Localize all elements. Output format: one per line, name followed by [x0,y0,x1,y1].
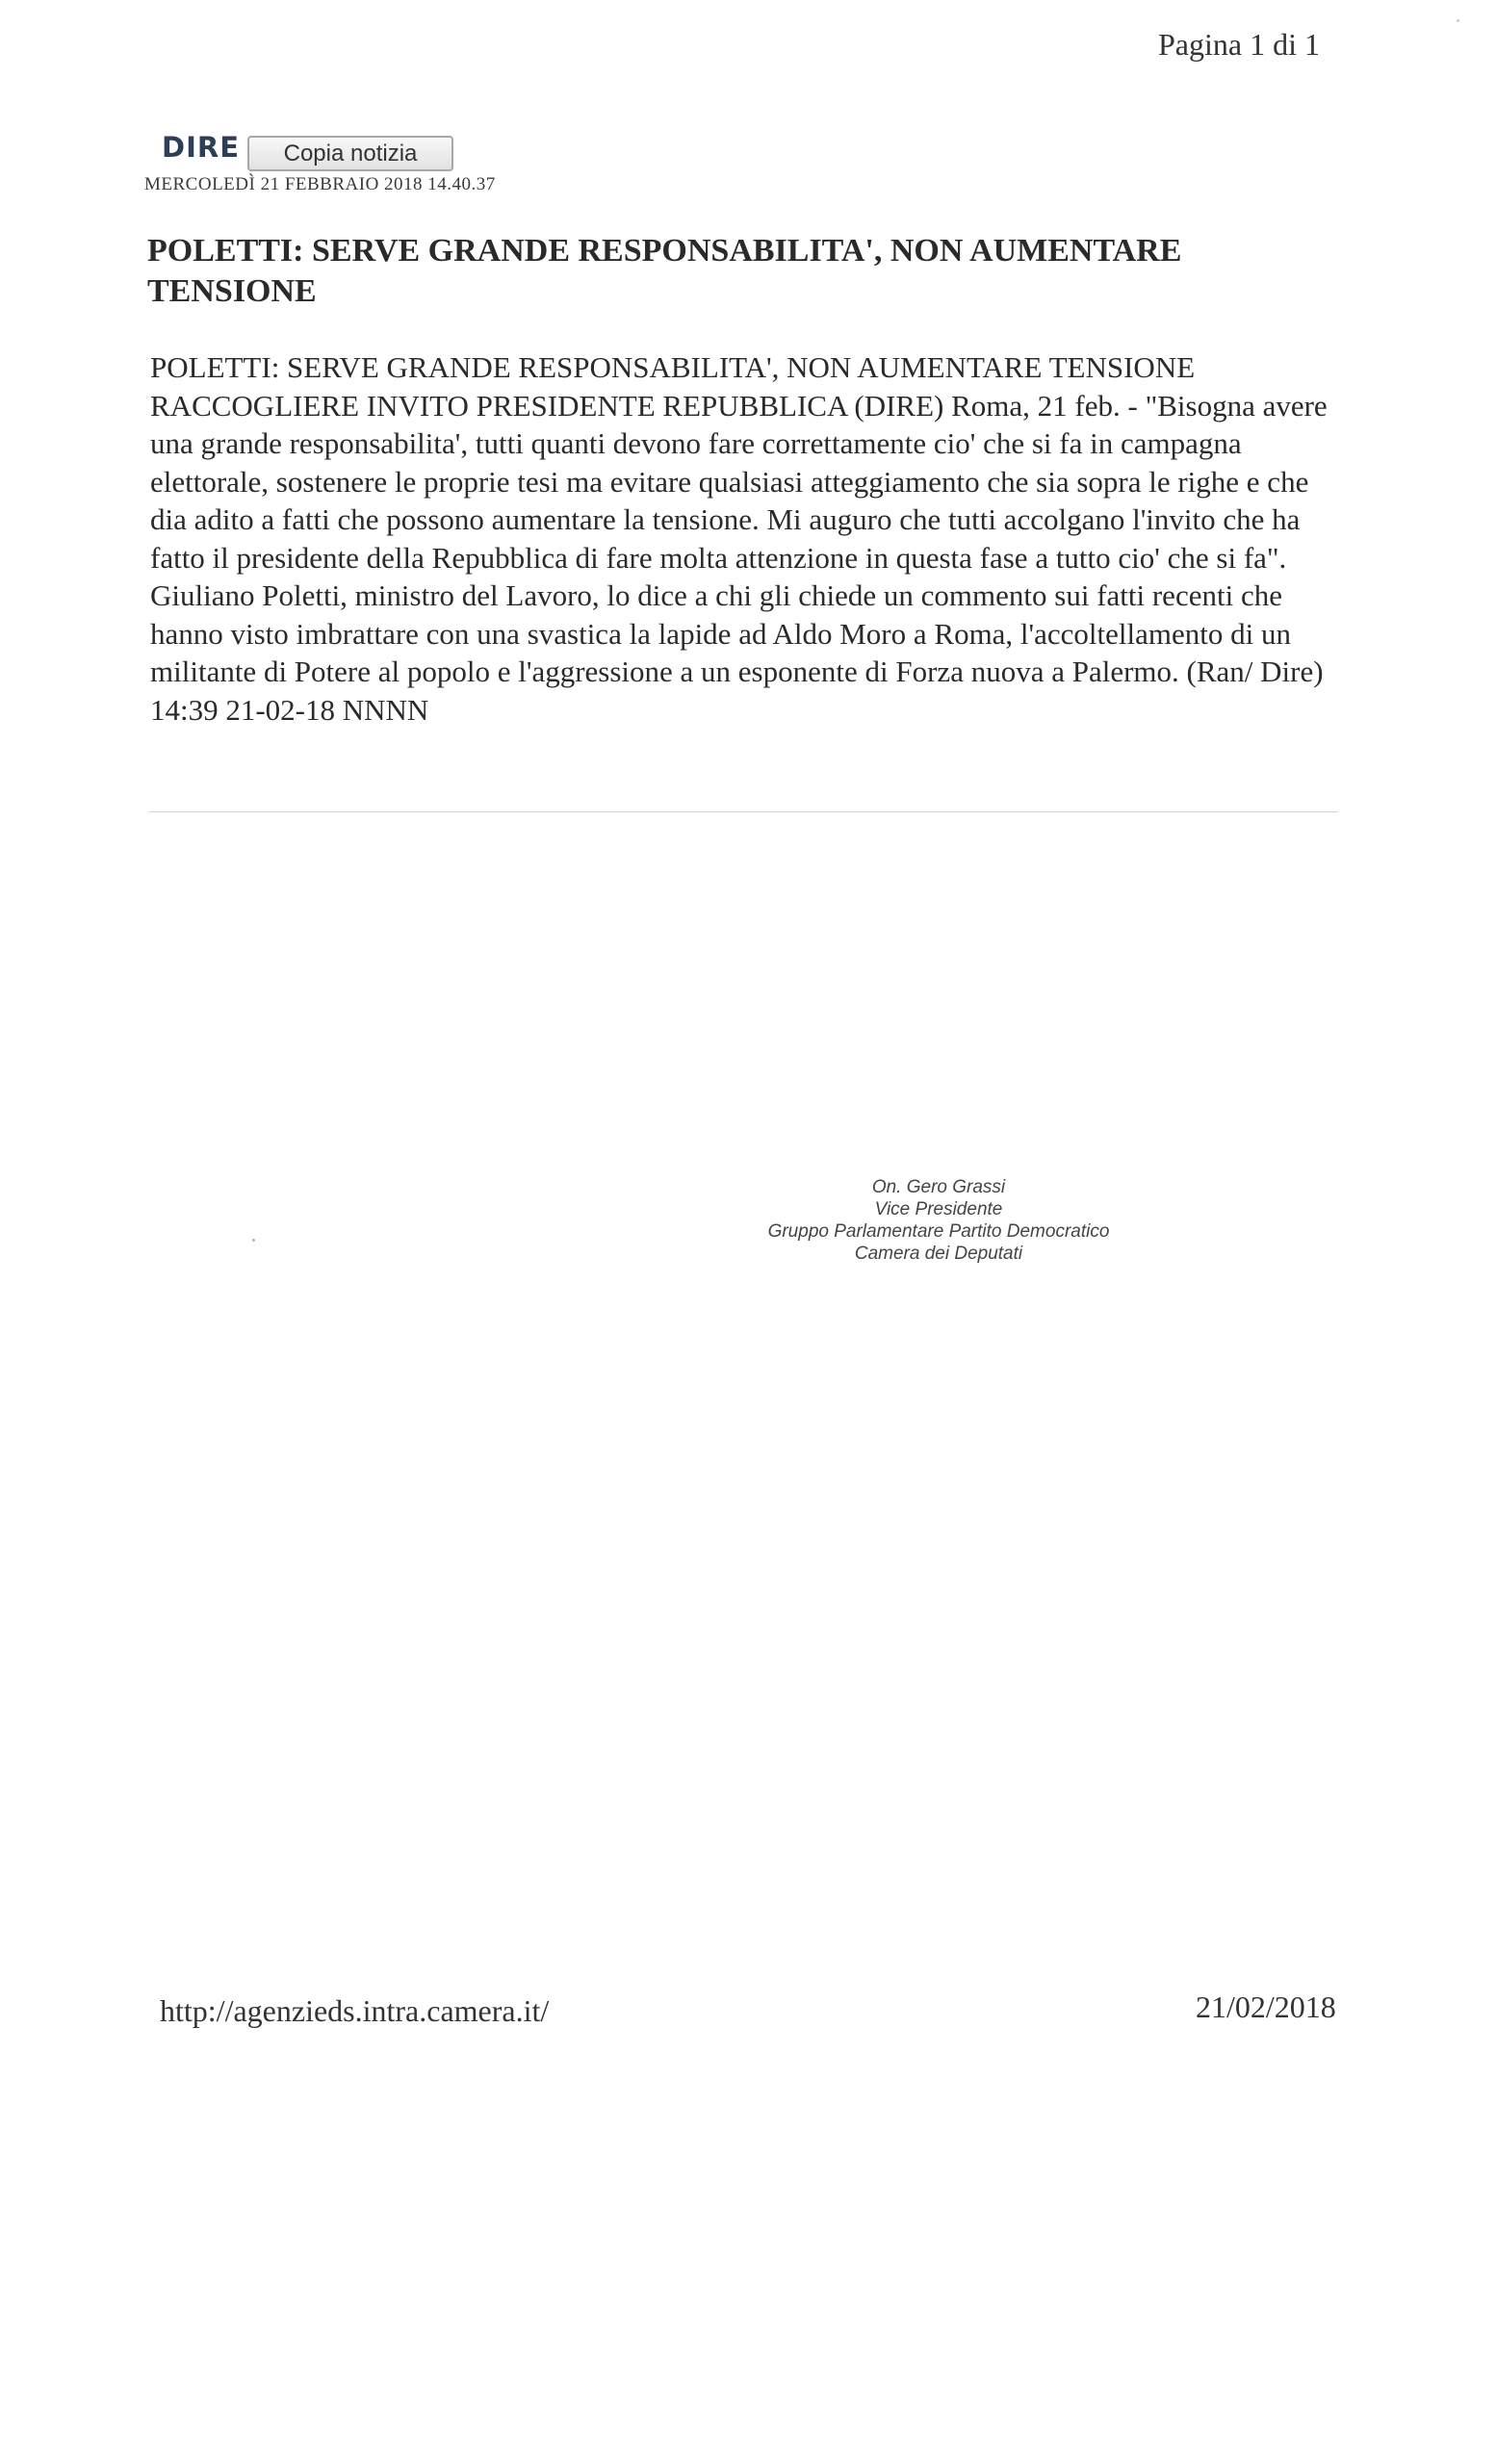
footer-url: http://agenzieds.intra.camera.it/ [160,1993,550,2028]
stamp-role: Vice Presidente [874,1199,1003,1219]
scan-speck [252,1239,255,1242]
page-number: Pagina 1 di 1 [1158,27,1320,62]
signature-stamp [746,1176,1131,1265]
article-body: POLETTI: SERVE GRANDE RESPONSABILITA', NON AUMENTARE TENSIONE RACCOGLIERE INVITO PRESIDENTE REPUBBLICA (DIRE) Roma, 21 feb. - "Bisogna avere una grande responsabilita', tutti quanti devono fare correttamente cio' che si fa in campagna elettorale, sostenere le proprie tesi ma evitare qualsiasi atteggiamento che sia sopra le righe e che dia adito a fatti che possono aumentare la tensione. Mi auguro che tutti accolgano l'invito che ha fatto il presidente della Repubblica di fare molta attenzione in questa fase a tutto cio' che si fa". Giuliano Poletti, ministro del Lavoro, lo dice a chi gli chiede un commento sui fatti recenti che hanno visto imbrattare con una svastica la lapide ad Aldo Moro a Roma, l'accoltellamento di un militante di Potere al popolo e l'aggressione a un esponente di Forza nuova a Palermo. (Ran/ Dire) 14:39 21-02-18 NNNN [150,350,1328,727]
dire-logo: DIRE [162,131,241,164]
divider [149,811,1338,812]
copy-news-button[interactable]: Copia notizia [247,136,453,171]
stamp-institution: Camera dei Deputati [854,1244,1023,1264]
scan-speck [1457,19,1459,22]
footer-date: 21/02/2018 [1196,1989,1336,2024]
article-headline: POLETTI: SERVE GRANDE RESPONSABILITA', NON AUMENTARE TENSIONE [147,233,1182,309]
stamp-name: On. Gero Grassi [871,1177,1006,1197]
article-date: MERCOLEDÌ 21 FEBBRAIO 2018 14.40.37 [144,174,496,194]
stamp-group: Gruppo Parlamentare Partito Democratico [767,1221,1110,1242]
